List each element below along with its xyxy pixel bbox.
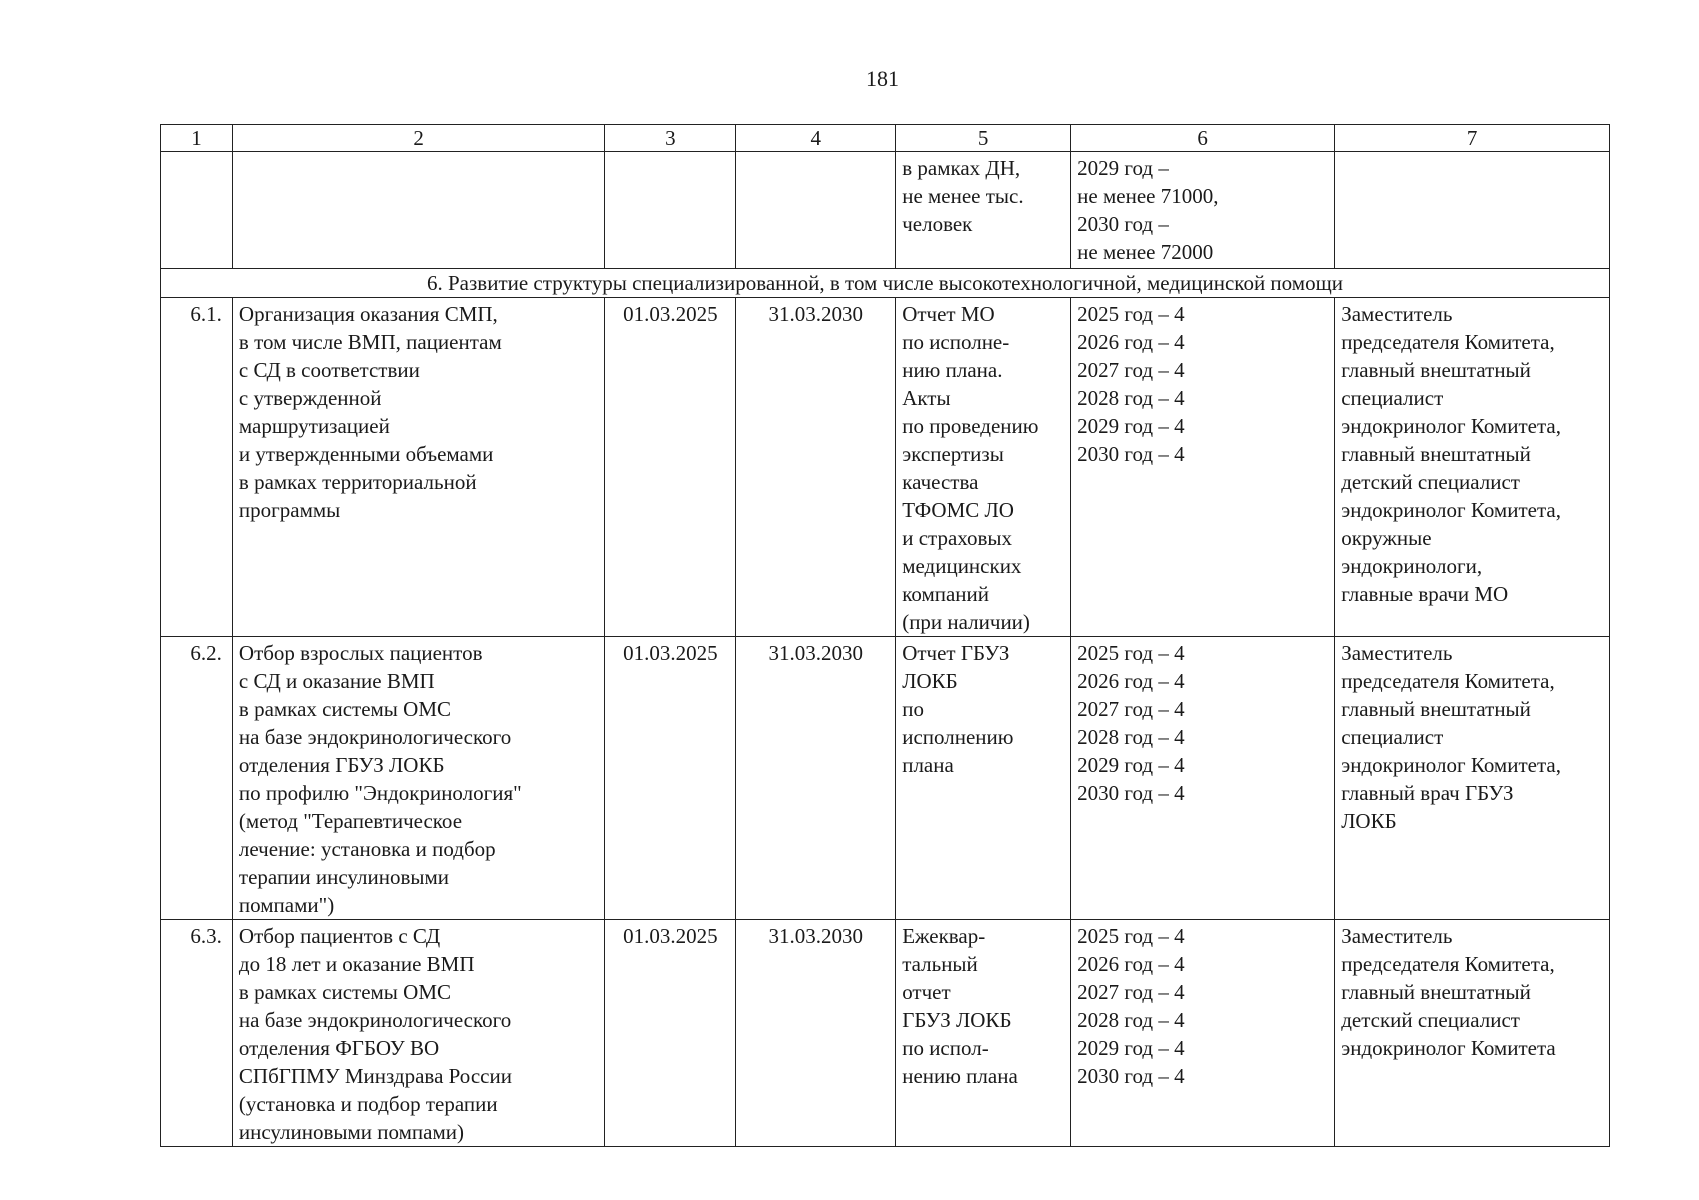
cell-result: Отчет МО по исполне- нию плана. Акты по проведению экспертизы качества ТФОМС ЛО и страховых медицинских компаний (при наличии) <box>896 298 1071 637</box>
column-number: 6 <box>1071 125 1335 152</box>
section-title: 6. Развитие структуры специализированной, в том числе высокотехнологичной, медицинской помощи <box>161 269 1610 298</box>
cell-responsible <box>1335 152 1610 269</box>
cell-result: в рамках ДН, не менее тыс. человек <box>896 152 1071 269</box>
cell-number: 6.3. <box>161 920 233 1147</box>
column-numbers-row <box>161 125 1610 152</box>
table-row <box>161 637 1610 920</box>
column-number: 5 <box>896 125 1071 152</box>
page-number: 181 <box>866 66 899 91</box>
plan-table <box>160 124 1610 1147</box>
cell-start-date: 01.03.2025 <box>605 920 736 1147</box>
cell-activity: Отбор взрослых пациентов с СД и оказание ВМП в рамках системы ОМС на базе эндокринологического отделения ГБУЗ ЛОКБ по профилю "Эндокринология" (метод "Терапевтическое лечение: установка и подбор терапии инсулиновыми помпами") <box>232 637 604 920</box>
column-number: 1 <box>161 125 233 152</box>
section-heading-row <box>161 269 1610 298</box>
cell-responsible: Заместитель председателя Комитета, главный внештатный специалист эндокринолог Комитета, главный внештатный детский специалист эндокринолог Комитета, окружные эндокринологи, главные врачи МО <box>1335 298 1610 637</box>
cell-end-date: 31.03.2030 <box>736 920 896 1147</box>
cell-end-date <box>736 152 896 269</box>
cell-indicator: 2025 год – 4 2026 год – 4 2027 год – 4 2028 год – 4 2029 год – 4 2030 год – 4 <box>1071 298 1335 637</box>
cell-activity: Организация оказания СМП, в том числе ВМП, пациентам с СД в соответствии с утвержденной маршрутизацией и утвержденными объемами в рамках территориальной программы <box>232 298 604 637</box>
column-number: 7 <box>1335 125 1610 152</box>
continuation-row <box>161 152 1610 269</box>
column-number: 2 <box>232 125 604 152</box>
cell-end-date: 31.03.2030 <box>736 298 896 637</box>
column-number: 3 <box>605 125 736 152</box>
cell-activity <box>232 152 604 269</box>
cell-activity: Отбор пациентов с СД до 18 лет и оказание ВМП в рамках системы ОМС на базе эндокринологического отделения ФГБОУ ВО СПбГПМУ Минздрава России (установка и подбор терапии инсулиновыми помпами) <box>232 920 604 1147</box>
cell-end-date: 31.03.2030 <box>736 637 896 920</box>
cell-responsible: Заместитель председателя Комитета, главный внештатный специалист эндокринолог Комитета, главный врач ГБУЗ ЛОКБ <box>1335 637 1610 920</box>
table-row <box>161 298 1610 637</box>
cell-result: Ежеквар- тальный отчет ГБУЗ ЛОКБ по испол- нению плана <box>896 920 1071 1147</box>
cell-number <box>161 152 233 269</box>
table-row <box>161 920 1610 1147</box>
cell-start-date: 01.03.2025 <box>605 637 736 920</box>
cell-responsible: Заместитель председателя Комитета, главный внештатный детский специалист эндокринолог Комитета <box>1335 920 1610 1147</box>
cell-start-date: 01.03.2025 <box>605 298 736 637</box>
cell-result: Отчет ГБУЗ ЛОКБ по исполнению плана <box>896 637 1071 920</box>
cell-start-date <box>605 152 736 269</box>
column-number: 4 <box>736 125 896 152</box>
cell-number: 6.2. <box>161 637 233 920</box>
cell-indicator: 2029 год – не менее 71000, 2030 год – не менее 72000 <box>1071 152 1335 269</box>
cell-indicator: 2025 год – 4 2026 год – 4 2027 год – 4 2028 год – 4 2029 год – 4 2030 год – 4 <box>1071 920 1335 1147</box>
cell-indicator: 2025 год – 4 2026 год – 4 2027 год – 4 2028 год – 4 2029 год – 4 2030 год – 4 <box>1071 637 1335 920</box>
cell-number: 6.1. <box>161 298 233 637</box>
